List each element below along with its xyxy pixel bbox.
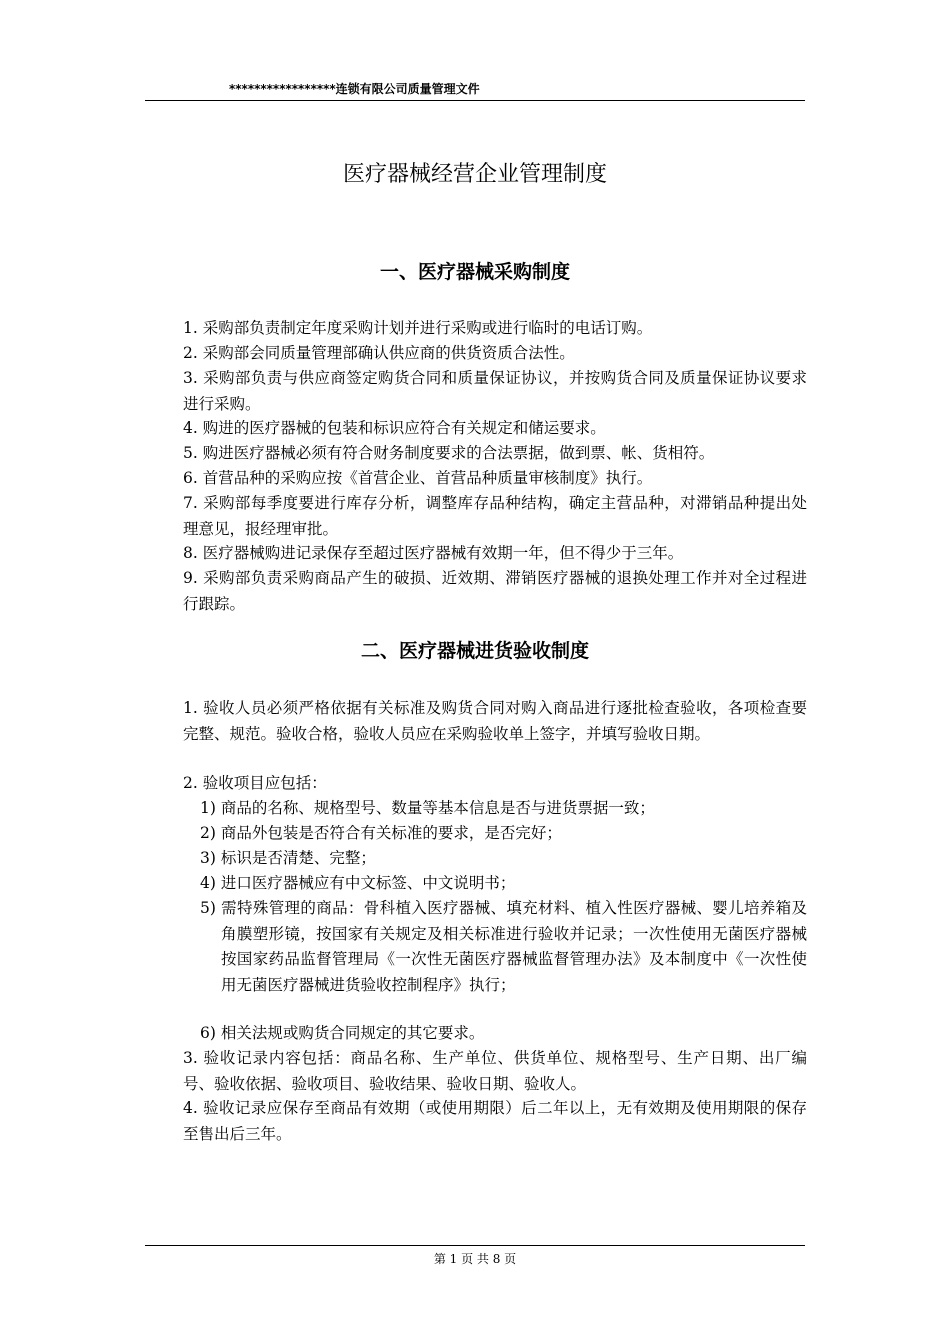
- footer-rule: [145, 1245, 805, 1246]
- section-1-item-1: 1. 采购部负责制定年度采购计划并进行采购或进行临时的电话订购。: [183, 319, 653, 337]
- check-item-2: 2) 商品外包装是否符合有关标准的要求，是否完好；: [200, 824, 562, 842]
- section-1-item-5: 5. 购进医疗器械必须有符合财务制度要求的合法票据，做到票、帐、货相符。: [183, 444, 715, 462]
- section-1-item-2: 2. 采购部会同质量管理部确认供应商的供货资质合法性。: [183, 344, 575, 362]
- section-1-item-9: 9. 采购部负责采购商品产生的破损、近效期、滞销医疗器械的退换处理工作并对全过程进行跟踪。: [183, 569, 807, 613]
- header-text: *****************连锁有限公司质量管理文件: [229, 82, 480, 96]
- section-1-item-7: 7. 采购部每季度要进行库存分析，调整库存品种结构，确定主营品种，对滞销品种提出处理意见，报经理审批。: [183, 494, 807, 538]
- section-1-item-8: 8. 医疗器械购进记录保存至超过医疗器械有效期一年，但不得少于三年。: [183, 544, 684, 562]
- check-item-4: 4) 进口医疗器械应有中文标签、中文说明书；: [200, 874, 516, 892]
- section-2-item-3: 3. 验收记录内容包括：商品名称、生产单位、供货单位、规格型号、生产日期、出厂编号、验收依据、验收项目、验收结果、验收日期、验收人。: [183, 1049, 807, 1093]
- section-2-title: 二、医疗器械进货验收制度: [360, 640, 589, 662]
- check-item-6: 6) 相关法规或购货合同规定的其它要求。: [200, 1024, 485, 1042]
- section-1-item-3: 3. 采购部负责与供应商签定购货合同和质量保证协议，并按购货合同及质量保证协议要求进行采购。: [183, 369, 807, 413]
- check-item-3: 3) 标识是否清楚、完整；: [200, 849, 376, 867]
- section-1-item-4: 4. 购进的医疗器械的包装和标识应符合有关规定和储运要求。: [183, 419, 606, 437]
- check-item-5: 5) 需特殊管理的商品：骨科植入医疗器械、填充材料、植入性医疗器械、婴儿培养箱及角膜塑形镜，按国家有关规定及相关标准进行验收并记录；一次性使用无菌医疗器械按国家药品监督管理局《一次性无菌医疗器械监督管理办法》及本制度中《一次性使用无菌医疗器械进货验收控制程序》执行；: [200, 899, 807, 994]
- section-2-item-4: 4. 验收记录应保存至商品有效期（或使用期限）后二年以上，无有效期及使用期限的保存至售出后三年。: [183, 1099, 807, 1143]
- section-2-item-1: 1. 验收人员必须严格依据有关标准及购货合同对购入商品进行逐批检查验收，各项检查要完整、规范。验收合格，验收人员应在采购验收单上签字，并填写验收日期。: [183, 699, 807, 743]
- page-number: 第 1 页 共 8 页: [433, 1252, 517, 1266]
- section-1-title: 一、医疗器械采购制度: [379, 261, 570, 283]
- section-2-item-2: 2. 验收项目应包括：: [183, 774, 327, 792]
- check-item-1: 1) 商品的名称、规格型号、数量等基本信息是否与进货票据一致；: [200, 799, 655, 817]
- page-header: [145, 78, 805, 101]
- section-1-item-6: 6. 首营品种的采购应按《首营企业、首营品种质量审核制度》执行。: [183, 469, 653, 487]
- document-title: 医疗器械经营企业管理制度: [342, 162, 607, 187]
